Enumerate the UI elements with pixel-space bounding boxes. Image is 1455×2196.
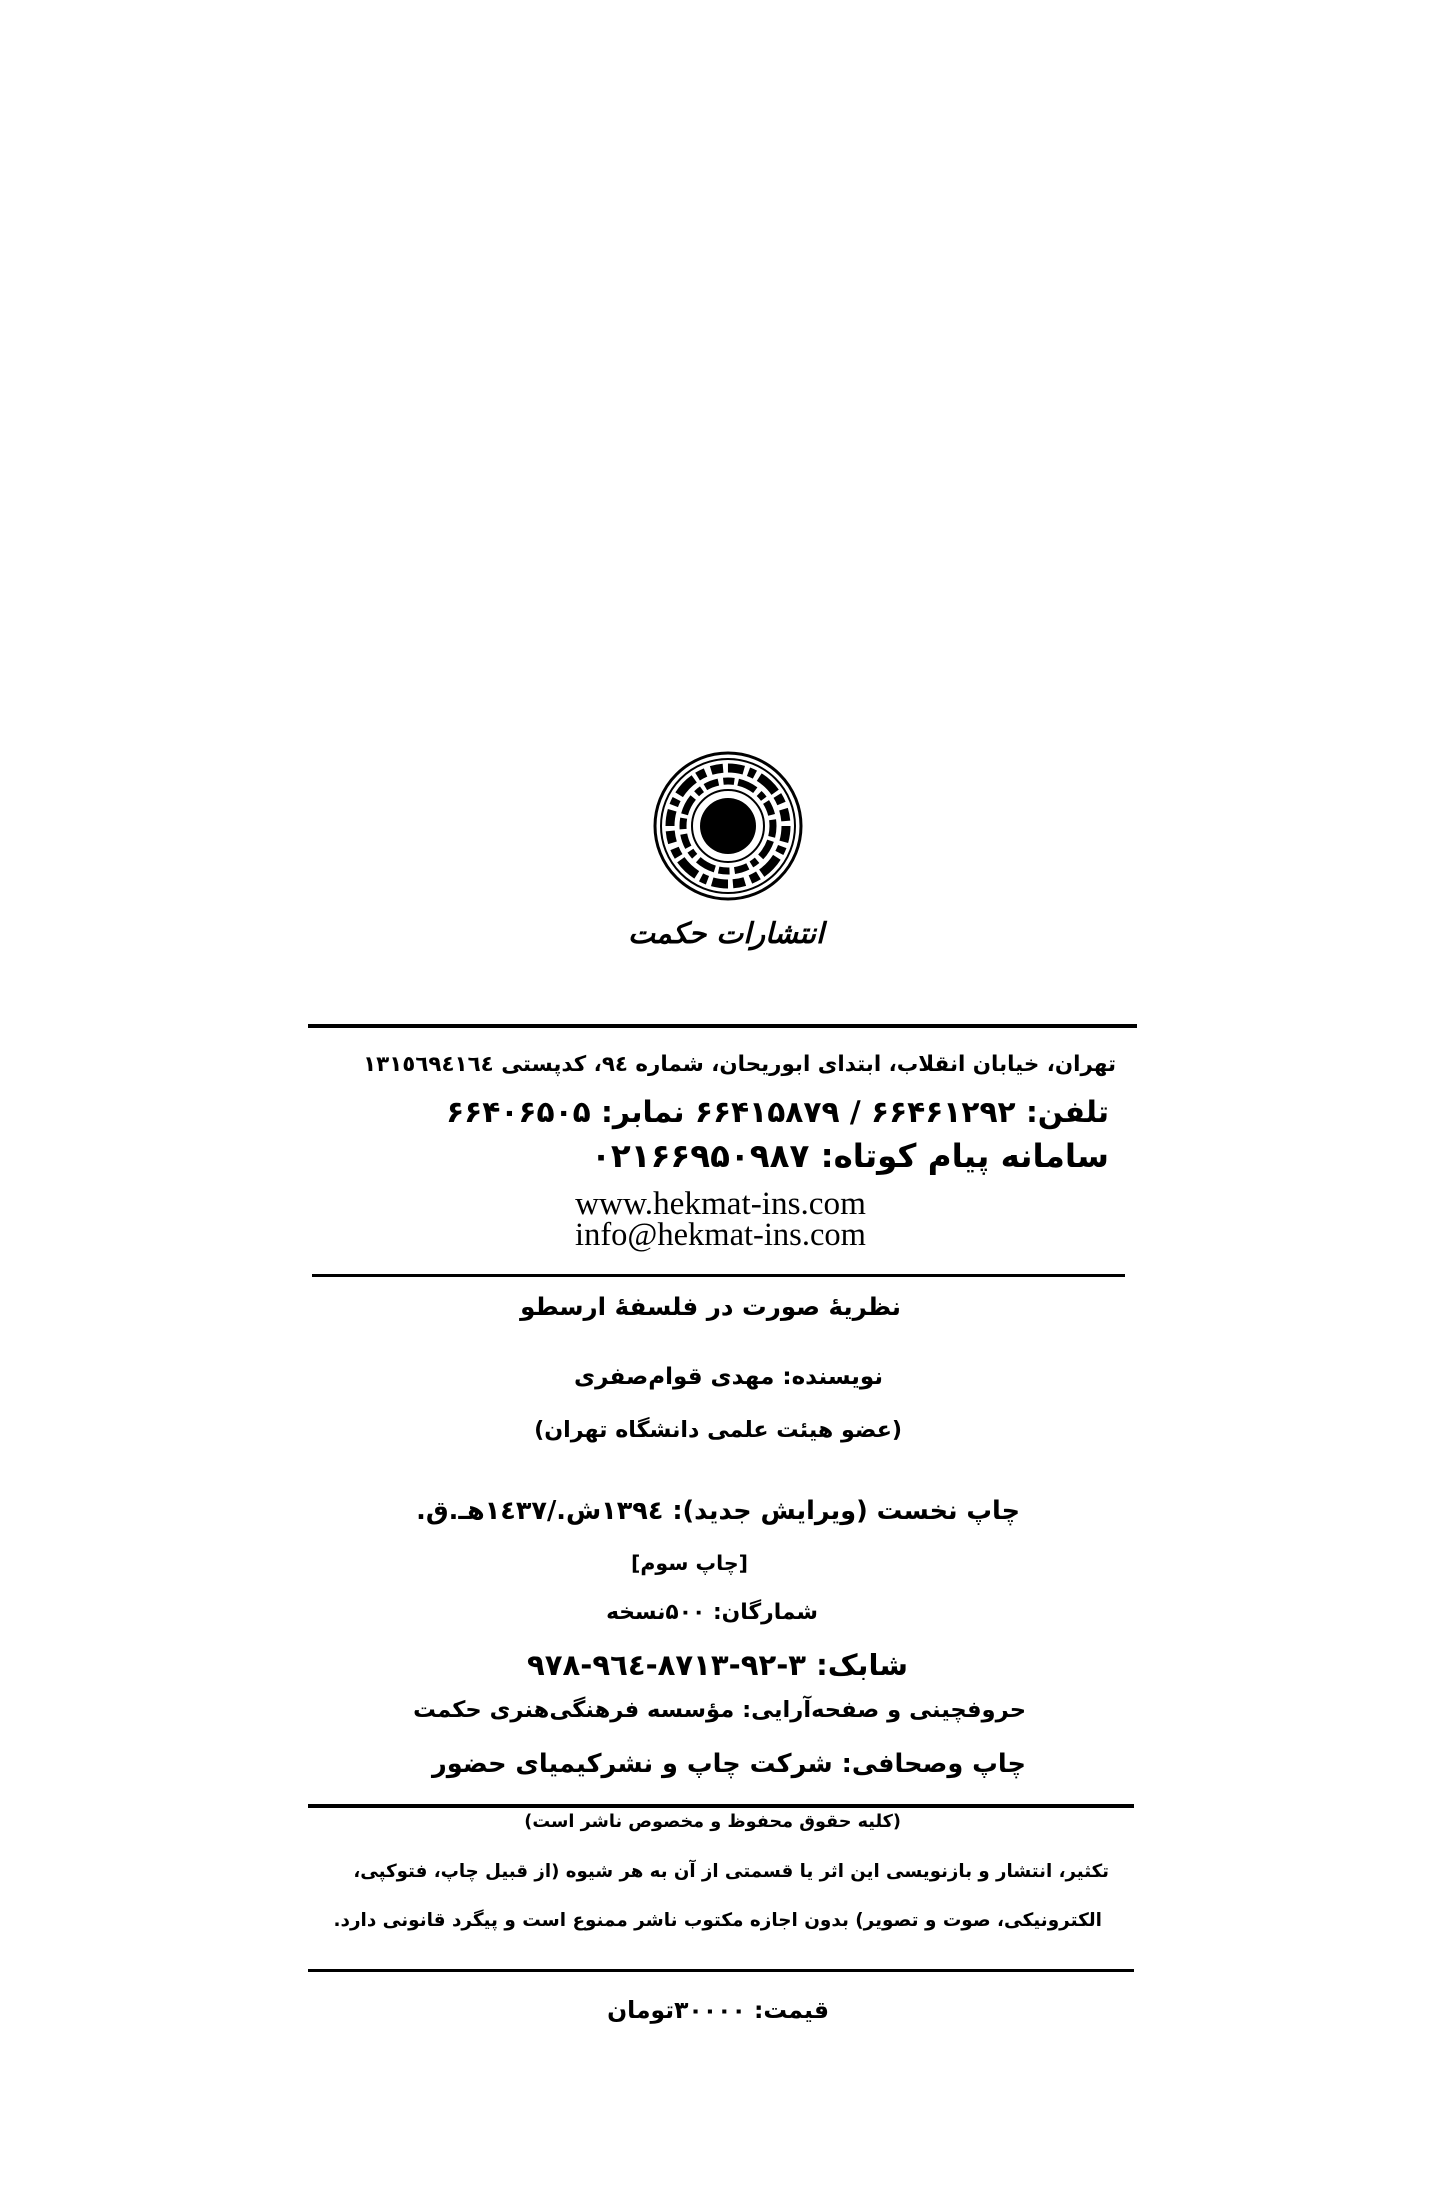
- rights-text-line-2: الکترونیکی، صوت و تصویر) بدون اجازه مکتوب ناشر ممنوع است و پیگرد قانونی دارد.: [333, 1910, 1102, 1931]
- printing-number: [چاپ سوم]: [631, 1551, 748, 1575]
- rights-notice: (کلیه حقوق محفوظ و مخصوص ناشر است): [524, 1812, 901, 1832]
- publisher-phone: تلفن: ۶۶۴۶۱۲۹۲ / ۶۶۴۱۵۸۷۹ نمابر: ۶۶۴۰۶۵۰۵: [446, 1094, 1109, 1129]
- isbn-label: شابک:: [816, 1648, 908, 1682]
- divider: [308, 1024, 1137, 1028]
- publisher-logo-text: انتشارات حکمت: [628, 916, 824, 950]
- edition-info: چاپ نخست (ویرایش جدید): ١٣٩٤ش./١٤٣٧هـ.ق.: [416, 1496, 1020, 1526]
- divider: [308, 1804, 1134, 1808]
- publisher-logo-seal: [652, 750, 804, 902]
- publisher-email: info@hekmat-ins.com: [575, 1217, 866, 1253]
- printing-binding-credit: چاپ وصحافی: شرکت چاپ و نشرکیمیای حضور: [432, 1749, 1026, 1779]
- divider: [308, 1969, 1134, 1972]
- print-run: شمارگان: ۵۰۰نسخه: [606, 1600, 818, 1625]
- book-author: نویسنده: مهدی قوام‌صفری: [574, 1364, 883, 1390]
- divider: [312, 1274, 1125, 1277]
- publisher-address: تهران، خیابان انقلاب، ابتدای ابوریحان، شماره ٩٤، کدپستی ١٣١٥٦٩٤١٦٤: [363, 1052, 1116, 1077]
- book-title: نظریهٔ صورت در فلسفهٔ ارسطو: [520, 1292, 901, 1321]
- publisher-website: www.hekmat-ins.com: [575, 1185, 866, 1222]
- rights-text-line-1: تکثیر، انتشار و بازنویسی این اثر یا قسمتی از آن به هر شیوه (از قبیل چاپ، فتوکپی،: [353, 1861, 1109, 1882]
- typesetting-credit: حروفچینی و صفحه‌آرایی: مؤسسه فرهنگی‌هنری حکمت: [413, 1697, 1026, 1723]
- isbn-value: ٩٧٨-٩٦٤-٨٧١٣-٩٢-٣: [527, 1648, 807, 1682]
- author-affiliation: (عضو هیئت علمی دانشگاه تهران): [534, 1417, 902, 1443]
- publisher-sms: سامانه پیام کوتاه: ۰۲۱۶۶۹۵۰۹۸۷: [591, 1137, 1109, 1175]
- price: قیمت: ۳۰۰۰۰تومان: [607, 1996, 829, 2024]
- isbn: [527, 1648, 908, 1683]
